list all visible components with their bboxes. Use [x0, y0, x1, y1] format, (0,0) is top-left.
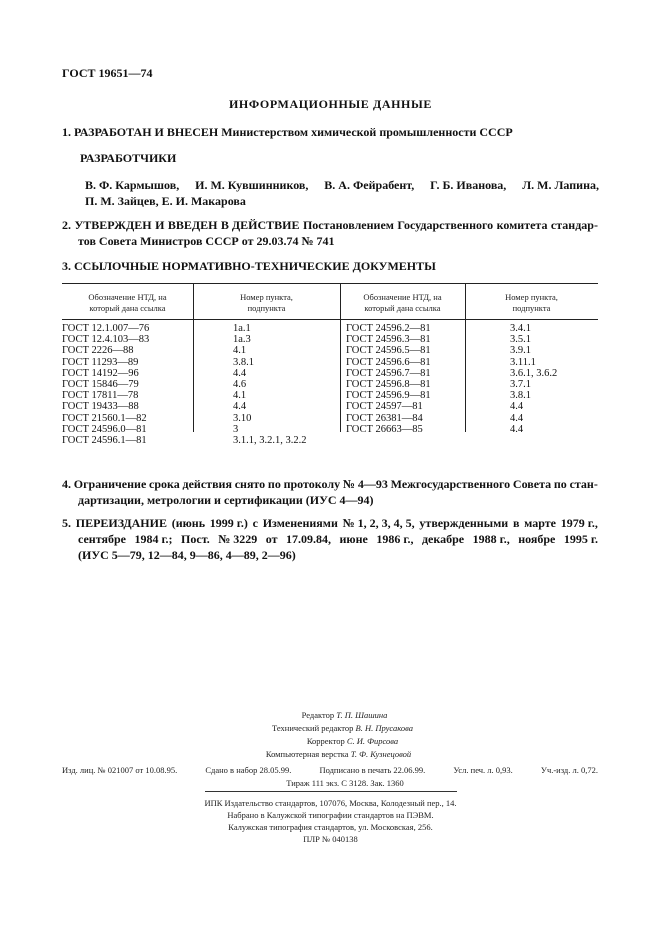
table-cell-ntd: ГОСТ 24596.2—81 — [346, 323, 431, 334]
developer-name: В. А. Фейрабент, — [324, 178, 415, 192]
table-cell-ntd: ГОСТ 24596.6—81 — [346, 356, 431, 368]
table-cell-number: 3.8.1 — [510, 390, 531, 402]
reissue-word: ноябре — [518, 532, 556, 546]
reissue-word: 1999 г.) — [209, 516, 248, 530]
developers-line-2: П. М. Зайцев, Е. И. Макарова — [85, 194, 246, 208]
publisher-line: Набрано в Калужской типографии стандартов на ПЭВМ. — [227, 810, 434, 820]
table-column-ntd-left — [62, 323, 149, 446]
publisher-line: ИПК Издательство стандартов, 107076, Москва, Колодезный пер., 14. — [204, 798, 457, 808]
credit-editor — [0, 709, 661, 722]
header-line: который дана ссылка — [89, 302, 166, 313]
developer-name: И. М. Кувшинников, — [195, 178, 309, 192]
imprint-line-2: Тираж 111 экз. С 3128. Зак. 1360 — [286, 778, 404, 788]
developer-name: В. Ф. Кармышов, — [85, 178, 180, 192]
section-approved-word: Постановлением — [302, 218, 394, 232]
credit-label: Корректор — [306, 736, 347, 746]
section-developed-text: Министерством химической промышленности СССР — [218, 125, 513, 139]
table-cell-ntd: ГОСТ 26381—84 — [346, 412, 423, 424]
document-code: ГОСТ 19651—74 — [62, 66, 153, 80]
credit-corrector — [0, 735, 661, 748]
table-cell-number: 1а.1 — [233, 323, 251, 334]
header-line: который дана ссылка — [364, 302, 441, 313]
table-cell-number: 4.1 — [233, 345, 247, 357]
section-approved-word: комитета — [496, 218, 548, 232]
reissue-word: июне — [339, 532, 368, 546]
table-cell-number: 4.4 — [510, 412, 524, 424]
reissue-word: Изменениями — [262, 516, 338, 530]
credit-label: Компьютерная верстка — [265, 749, 351, 759]
header-line: подпункта — [247, 302, 286, 313]
reissue-word: сентябре — [78, 532, 126, 546]
credit-name: Т. Ф. Кузнецовой — [350, 749, 412, 759]
section-restriction-word: протоколу — [283, 477, 341, 491]
table-cell-ntd: ГОСТ 17811—78 — [62, 390, 139, 402]
table-cell-ntd: ГОСТ 26663—85 — [346, 423, 423, 435]
section-approved-word: 2. — [62, 218, 71, 232]
table-cell-number: 3.6.1, 3.6.2 — [510, 367, 558, 379]
page-title: ИНФОРМАЦИОННЫЕ ДАННЫЕ — [229, 97, 432, 111]
table-cell-ntd: ГОСТ 12.4.103—83 — [62, 334, 150, 346]
table-cell-ntd: ГОСТ 24596.9—81 — [346, 390, 431, 402]
developers-heading: РАЗРАБОТЧИКИ — [80, 151, 177, 165]
section-developed-label: 1. РАЗРАБОТАН И ВНЕСЕН — [62, 125, 219, 139]
table-divider — [340, 284, 341, 432]
header-line: Номер пункта, — [505, 291, 558, 302]
table-cell-number: 4.4 — [510, 401, 524, 413]
reissue-word: ПЕРЕИЗДАНИЕ — [75, 516, 167, 530]
reissue-word: от — [265, 532, 278, 546]
developer-name: Г. Б. Иванова, — [430, 178, 507, 192]
imprint-item: Изд. лиц. № 021007 от 10.08.95. — [62, 765, 178, 775]
section-restriction-word: действия — [182, 477, 232, 491]
section-approved-word: ВВЕДЕН — [167, 218, 218, 232]
table-cell-number: 3.9.1 — [510, 345, 531, 357]
table-column-num-right — [510, 323, 557, 435]
table-cell-ntd: ГОСТ 2226—88 — [62, 345, 134, 357]
imprint-item: Подписано в печать 22.06.99. — [319, 765, 426, 775]
table-cell-ntd: ГОСТ 24596.5—81 — [346, 345, 431, 357]
reissue-word: с — [252, 516, 258, 530]
publisher-line: Калужская типография стандартов, ул. Московская, 256. — [228, 822, 433, 832]
table-cell-number: 3.5.1 — [510, 334, 531, 346]
section-references-heading: 3. ССЫЛОЧНЫЕ НОРМАТИВНО-ТЕХНИЧЕСКИЕ ДОКУМЕНТЫ — [62, 259, 436, 273]
credit-name: С. И. Фирсова — [346, 736, 399, 746]
table-cell-number: 3.10 — [233, 412, 252, 424]
separator-line — [205, 791, 457, 792]
reissue-line-3: (ИУС 5—79, 12—84, 9—86, 4—89, 2—96) — [78, 548, 296, 562]
table-header-ntd-left — [62, 284, 193, 320]
credit-label: Редактор — [301, 710, 337, 720]
section-approved-word: В ДЕЙСТВИЕ — [220, 218, 300, 232]
table-header-ntd-right — [340, 284, 465, 320]
header-line: Номер пункта, — [240, 291, 293, 302]
developers-list — [85, 177, 599, 209]
section-restriction-line-2: дартизации, метрологии и сертификации (ИУС 4—94) — [78, 493, 374, 507]
references-table — [62, 283, 598, 447]
section-developed — [62, 124, 598, 140]
table-cell-number: 3.4.1 — [510, 323, 531, 334]
table-header-num-right — [465, 284, 598, 320]
table-cell-ntd: ГОСТ 19433—88 — [62, 401, 139, 413]
table-cell-number: 3.7.1 — [510, 379, 531, 391]
credit-tech-editor — [0, 722, 661, 735]
table-cell-number: 3.11.1 — [510, 356, 536, 368]
section-restriction-word: срока — [149, 477, 180, 491]
table-cell-ntd: ГОСТ 24596.0—81 — [62, 423, 147, 435]
reissue-word: 1988 г., — [472, 532, 510, 546]
section-restriction-word: снято — [234, 477, 266, 491]
credits-block — [0, 709, 661, 761]
imprint-item: Усл. печ. л. 0,93. — [453, 765, 513, 775]
reissue-word: в — [512, 516, 520, 530]
section-restriction-word: по — [553, 477, 567, 491]
table-cell-ntd: ГОСТ 21560.1—82 — [62, 412, 147, 424]
credit-layout — [0, 748, 661, 761]
section-approved-word: И — [155, 218, 165, 232]
section-restriction-word: стан- — [569, 477, 598, 491]
section-restriction-word: Ограничение — [73, 477, 147, 491]
table-cell-number: 1а.3 — [233, 334, 251, 346]
table-column-ntd-right — [346, 323, 431, 435]
imprint-block — [62, 764, 598, 790]
table-cell-ntd: ГОСТ 24596.3—81 — [346, 334, 431, 346]
table-cell-number: 4.6 — [233, 379, 247, 391]
section-restriction-word: № 4—93 — [342, 477, 388, 491]
reissue-word: Пост. — [181, 532, 210, 546]
reissue-word: 1986 г., — [376, 532, 414, 546]
section-approved-word: УТВЕРЖДЕН — [74, 218, 152, 232]
section-restriction-word: Межгосударственного — [390, 477, 511, 491]
table-cell-number: 4.4 — [233, 401, 247, 413]
imprint-item: Уч.-изд. л. 0,72. — [540, 765, 598, 775]
section-approved-word: Государственного — [397, 218, 494, 232]
reissue-word: марте — [524, 516, 556, 530]
table-cell-number: 4.1 — [233, 390, 247, 402]
table-cell-ntd: ГОСТ 11293—89 — [62, 356, 139, 368]
reissue-word: 5. — [62, 516, 71, 530]
table-cell-number: 3.8.1 — [233, 356, 254, 368]
reissue-word: 17.09.84, — [286, 532, 332, 546]
credit-name: В. Н. Прусакова — [355, 723, 413, 733]
reissue-word: 1984 г.; — [134, 532, 173, 546]
header-line: Обозначение НТД, на — [88, 291, 167, 302]
section-reissue — [62, 515, 598, 563]
table-cell-ntd: ГОСТ 12.1.007—76 — [62, 323, 150, 334]
header-line: подпункта — [512, 302, 551, 313]
section-restriction-word: по — [267, 477, 281, 491]
section-restriction — [62, 476, 598, 508]
table-cell-ntd: ГОСТ 24596.8—81 — [346, 379, 431, 391]
publisher-line: ПЛР № 040138 — [303, 834, 358, 844]
table-cell-ntd: ГОСТ 24596.1—81 — [62, 435, 147, 447]
table-cell-ntd: ГОСТ 15846—79 — [62, 379, 139, 391]
developer-name: Л. М. Лапина, — [522, 178, 599, 192]
table-cell-number: 4.4 — [510, 423, 524, 435]
section-approved — [62, 217, 598, 249]
section-approved-word: стандар- — [550, 218, 598, 232]
table-cell-ntd: ГОСТ 24596.7—81 — [346, 367, 431, 379]
reissue-word: (июнь — [171, 516, 206, 530]
publisher-block — [0, 797, 661, 845]
section-approved-line-2: тов Совета Министров СССР от 29.03.74 № 741 — [78, 234, 335, 248]
section-restriction-word: 4. — [62, 477, 71, 491]
header-line: Обозначение НТД, на — [363, 291, 442, 302]
reissue-word: 1995 г. — [563, 532, 598, 546]
table-cell-number: 3 — [233, 423, 239, 435]
section-restriction-word: Совета — [512, 477, 552, 491]
table-divider — [193, 284, 194, 432]
table-cell-number: 4.4 — [233, 367, 247, 379]
imprint-item: Сдано в набор 28.05.99. — [205, 765, 292, 775]
reissue-word: № 3229 — [218, 532, 258, 546]
table-cell-ntd: ГОСТ 14192—96 — [62, 367, 139, 379]
reissue-word: утвержденными — [419, 516, 509, 530]
reissue-word: декабре — [421, 532, 465, 546]
table-cell-ntd: ГОСТ 24597—81 — [346, 401, 423, 413]
reissue-word: 1979 г., — [560, 516, 598, 530]
credit-name: Т. П. Шашина — [336, 710, 388, 720]
table-column-num-left — [233, 323, 307, 446]
credit-label: Технический редактор — [272, 723, 356, 733]
reissue-word: № 1, 2, 3, 4, 5, — [342, 516, 415, 530]
table-header-num-left — [193, 284, 340, 320]
table-divider — [465, 284, 466, 432]
table-cell-number: 3.1.1, 3.2.1, 3.2.2 — [233, 435, 307, 447]
